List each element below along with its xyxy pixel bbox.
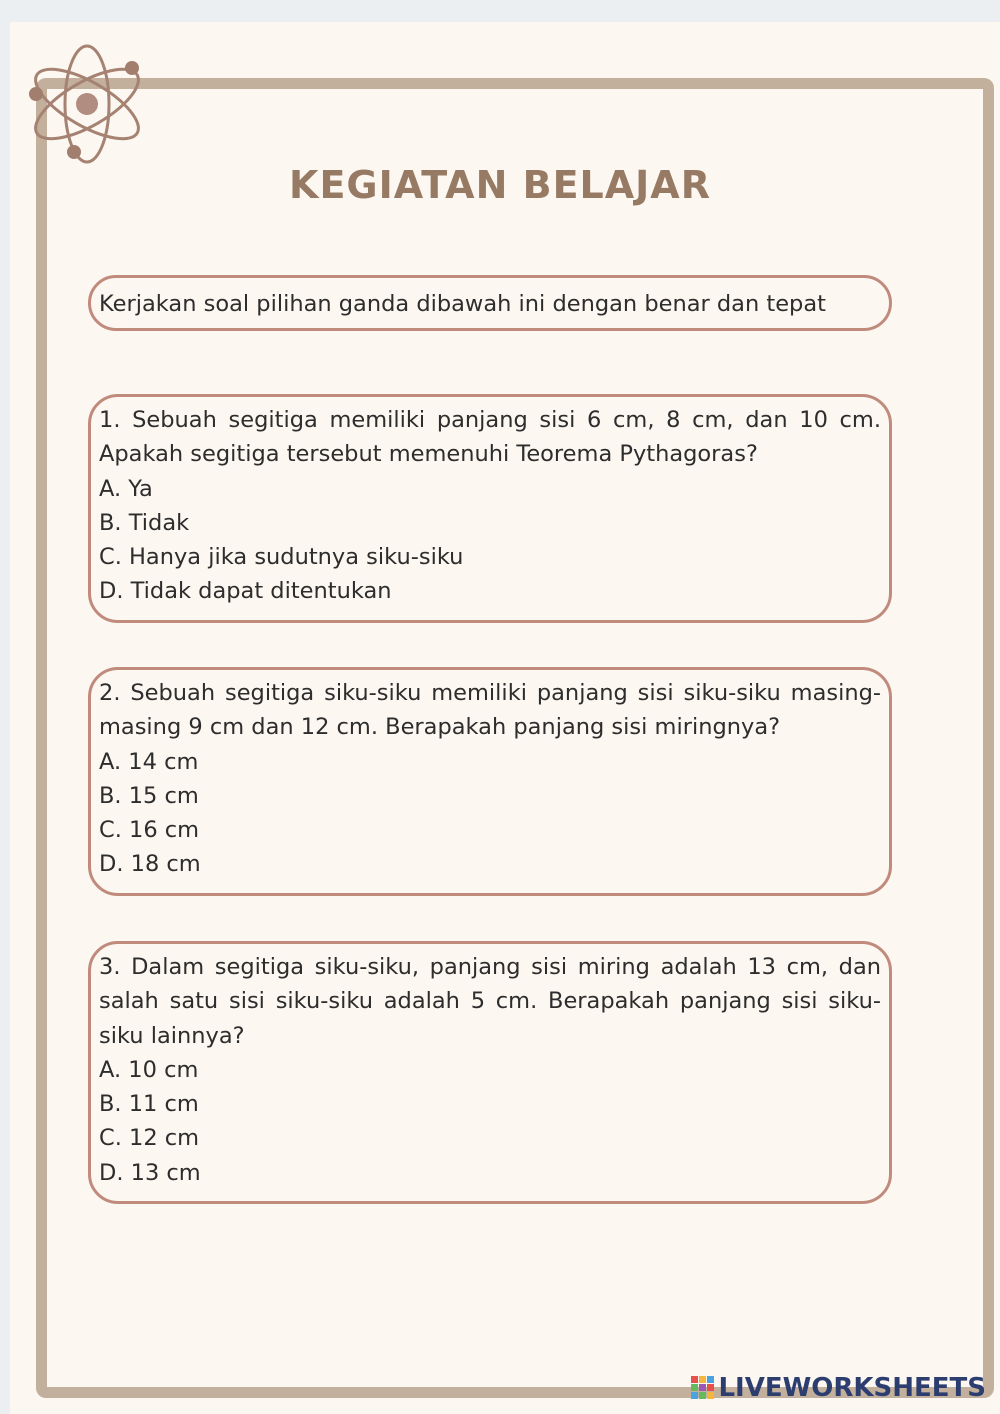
- question-2-stem: 2. Sebuah segitiga siku-siku memiliki panjang sisi siku-siku masing-masing 9 cm dan 12 cm. Berapakah panjang sisi miringnya?: [99, 680, 881, 741]
- question-3-stem: 3. Dalam segitiga siku-siku, panjang sisi miring adalah 13 cm, dan salah satu sisi siku-siku adalah 5 cm. Berapakah panjang sisi siku-siku lainnya?: [99, 954, 881, 1049]
- question-1-option-a[interactable]: A. Ya: [99, 475, 153, 502]
- question-card-2: [88, 667, 892, 896]
- question-3-option-a[interactable]: A. 10 cm: [99, 1056, 199, 1083]
- question-card-1: [88, 394, 892, 623]
- question-2-option-a[interactable]: A. 14 cm: [99, 748, 199, 775]
- liveworksheets-logo-icon: [691, 1376, 715, 1400]
- instruction-text: Kerjakan soal pilihan ganda dibawah ini dengan benar dan tepat: [99, 291, 826, 317]
- question-1-stem: 1. Sebuah segitiga memiliki panjang sisi 6 cm, 8 cm, dan 10 cm. Apakah segitiga tersebut memenuhi Teorema Pythagoras?: [99, 407, 881, 468]
- question-3-option-b[interactable]: B. 11 cm: [99, 1091, 199, 1118]
- question-2-option-b[interactable]: B. 15 cm: [99, 782, 199, 809]
- question-1-option-c[interactable]: C. Hanya jika sudutnya siku-siku: [99, 544, 464, 571]
- question-3-option-c[interactable]: C. 12 cm: [99, 1125, 200, 1152]
- atom-icon: [12, 28, 152, 168]
- question-1-option-b[interactable]: B. Tidak: [99, 509, 190, 536]
- question-2-option-d[interactable]: D. 18 cm: [99, 851, 201, 878]
- question-card-3: [88, 941, 892, 1204]
- question-2-option-c[interactable]: C. 16 cm: [99, 817, 200, 844]
- instruction-box: [88, 275, 892, 331]
- liveworksheets-wordmark: LIVEWORKSHEETS: [718, 1373, 986, 1403]
- question-1-option-d[interactable]: D. Tidak dapat ditentukan: [99, 578, 392, 605]
- page-title: KEGIATAN BELAJAR: [289, 163, 711, 207]
- question-3-option-d[interactable]: D. 13 cm: [99, 1159, 201, 1186]
- liveworksheets-branding[interactable]: [691, 1370, 986, 1406]
